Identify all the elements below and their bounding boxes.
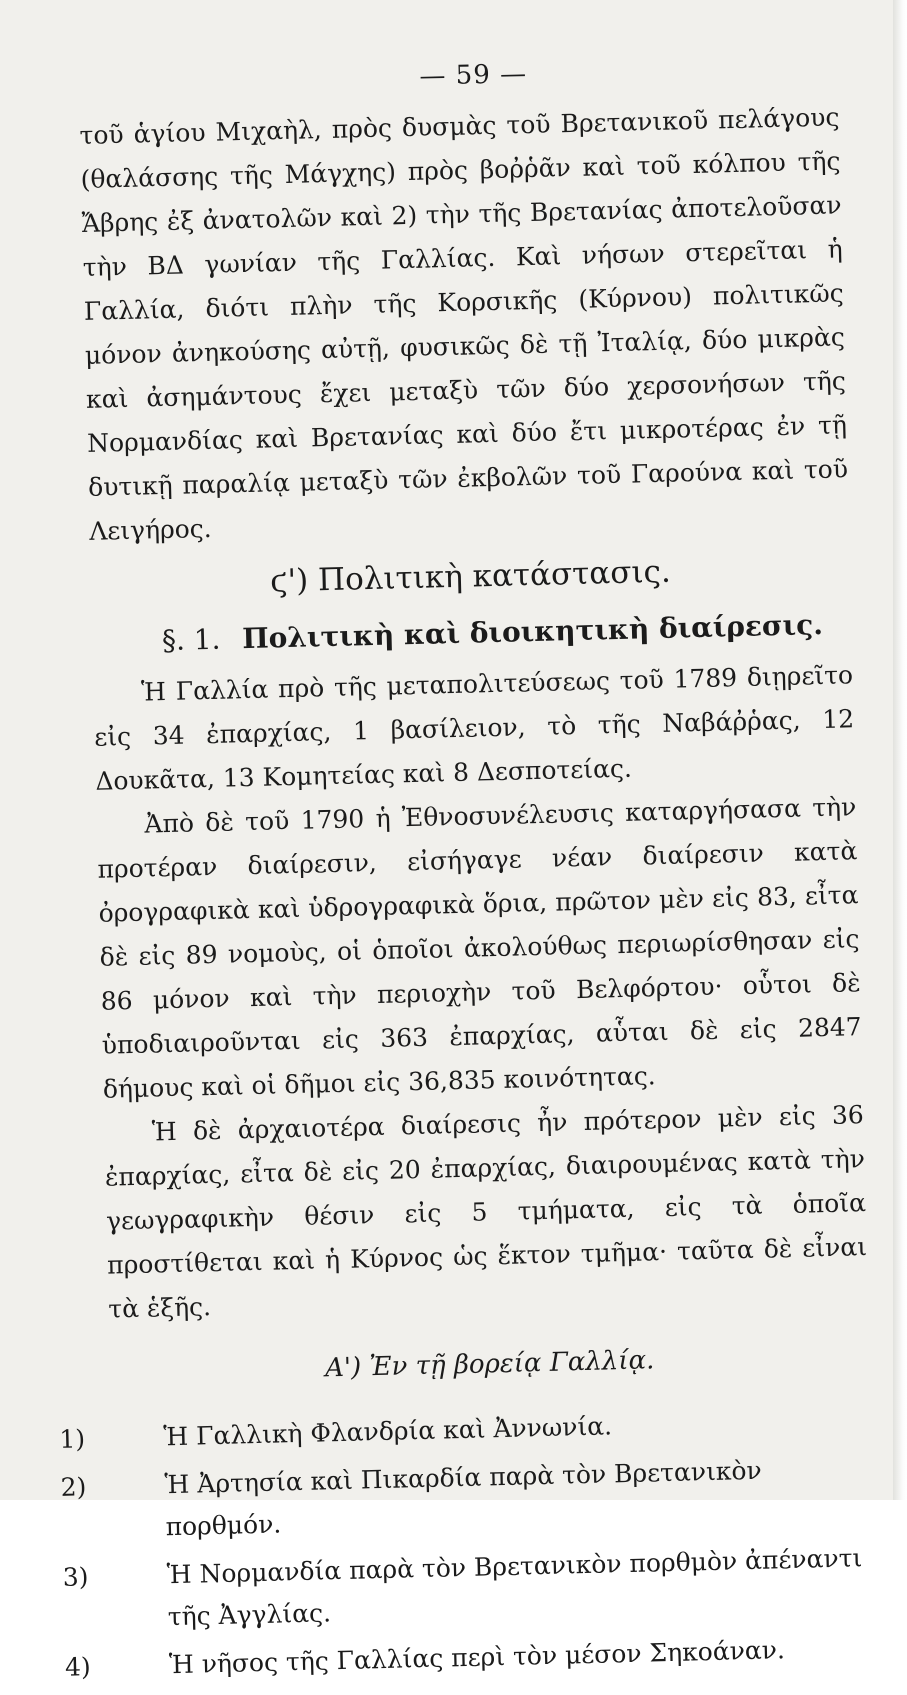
list-item-number: 2)	[60, 1472, 87, 1502]
list-item	[62, 1537, 876, 1640]
list-item-text: Ἡ Νορμανδία παρὰ τὸν Βρετανικὸν πορθμὸν ἀπέναντι τῆς Ἀγγλίας.	[166, 1543, 863, 1632]
subsection-number: §. 1.	[161, 622, 221, 658]
list-item-text: Ἡ Ἀρτησία καὶ Πικαρδία παρὰ τὸν Βρετανικὸν πορθμόν.	[164, 1455, 763, 1542]
page-number: — 59 —	[419, 59, 528, 92]
list-item-text: Ἡ Γαλλικὴ Φλανδρία καὶ Ἀννωνία.	[163, 1411, 613, 1452]
list-item	[60, 1447, 874, 1550]
list-item-text: Ἡ νῆσος τῆς Γαλλίας περὶ τὸν μέσον Σηκοάναν.	[168, 1635, 786, 1680]
paragraph-1: Ἡ Γαλλία πρὸ τῆς μεταπολιτεύσεως τοῦ 1789 διῃρεῖτο εἰς 34 ἐπαρχίας, 1 βασίλειον, τὸ τῆς Ναβάῤῥας, 12 Δουκᾶτα, 13 Κομητείας καὶ 8 Δεσποτείας.	[93, 660, 855, 796]
subsection-heading	[161, 601, 852, 664]
section-heading: ϛ') Πολιτικὴ κατάστασις.	[269, 553, 672, 600]
page-edge-shadow	[893, 0, 907, 1500]
text-block	[59, 51, 877, 1693]
list-item-number: 3)	[62, 1562, 89, 1592]
subsection-title: Πολιτικὴ καὶ διοικητικὴ διαίρεσις.	[241, 607, 824, 656]
list-item-number: 4)	[64, 1652, 92, 1682]
region-list	[59, 1399, 877, 1687]
paragraph-3: Ἡ δὲ ἀρχαιοτέρα διαίρεσις ἦν πρότερον μὲν εἰς 36 ἐπαρχίας, εἶτα δὲ εἰς 20 ἐπαρχίας, διαιρουμένας κατὰ τὴν γεωγραφικὴν θέσιν εἰς 5 τμήματα, εἰς τὰ ὁποῖα προστίθεται καὶ ἡ Κύρνος ὡς ἕκτον τμῆμα· ταῦτα δὲ εἶναι τὰ ἑξῆς.	[104, 1100, 868, 1324]
paragraph-2: Ἀπὸ δὲ τοῦ 1790 ἡ Ἐθνοσυνέλευσις καταργήσασα τὴν προτέραν διαίρεσιν, εἰσήγαγε νέαν διαίρεσιν κατὰ ὀρογραφικὰ καὶ ὑδρογραφικὰ ὅρια, πρῶτον μὲν εἰς 83, εἶτα δὲ εἰς 89 νομοὺς, οἱ ὁποῖοι ἀκολούθως περιωρίσθησαν εἰς 86 μόνον καὶ τὴν περιοχὴν τοῦ Βελφόρτου· οὗτοι δὲ ὑποδιαιροῦνται εἰς 363 ἐπαρχίας, αὗται δὲ εἰς 2847 δήμους καὶ οἱ δῆμοι εἰς 36,835 κοινότητας.	[97, 792, 862, 1104]
intro-paragraph: τοῦ ἁγίου Μιχαὴλ, πρὸς δυσμὰς τοῦ Βρετανικοῦ πελάγους (θαλάσσης τῆς Μάγχης) πρὸς βοῤῥᾶν καὶ τοῦ κόλπου τῆς Ἄβρης ἐξ ἀνατολῶν καὶ 2) τὴν τῆς Βρετανίας ἀποτελοῦσαν τὴν ΒΔ γωνίαν τῆς Γαλλίας. Καὶ νήσων στερεῖται ἡ Γαλλία, διότι πλὴν τῆς Κορσικῆς (Κύρνου) πολιτικῶς μόνον ἀνηκούσης αὐτῇ, φυσικῶς δὲ τῇ Ἰταλίᾳ, δύο μικρὰς καὶ ἀσημάντους ἔχει μεταξὺ τῶν δύο χερσονήσων τῆς Νορμανδίας καὶ Βρετανίας καὶ δύο ἔτι μικροτέρας ἐν τῇ δυτικῇ παραλίᾳ μεταξὺ τῶν ἐκβολῶν τοῦ Γαρούνα καὶ τοῦ Λειγήρος.	[79, 102, 849, 546]
list-item-number: 1)	[59, 1424, 86, 1454]
region-heading: Α') Ἐν τῇ βορείᾳ Γαλλίᾳ.	[324, 1345, 655, 1384]
